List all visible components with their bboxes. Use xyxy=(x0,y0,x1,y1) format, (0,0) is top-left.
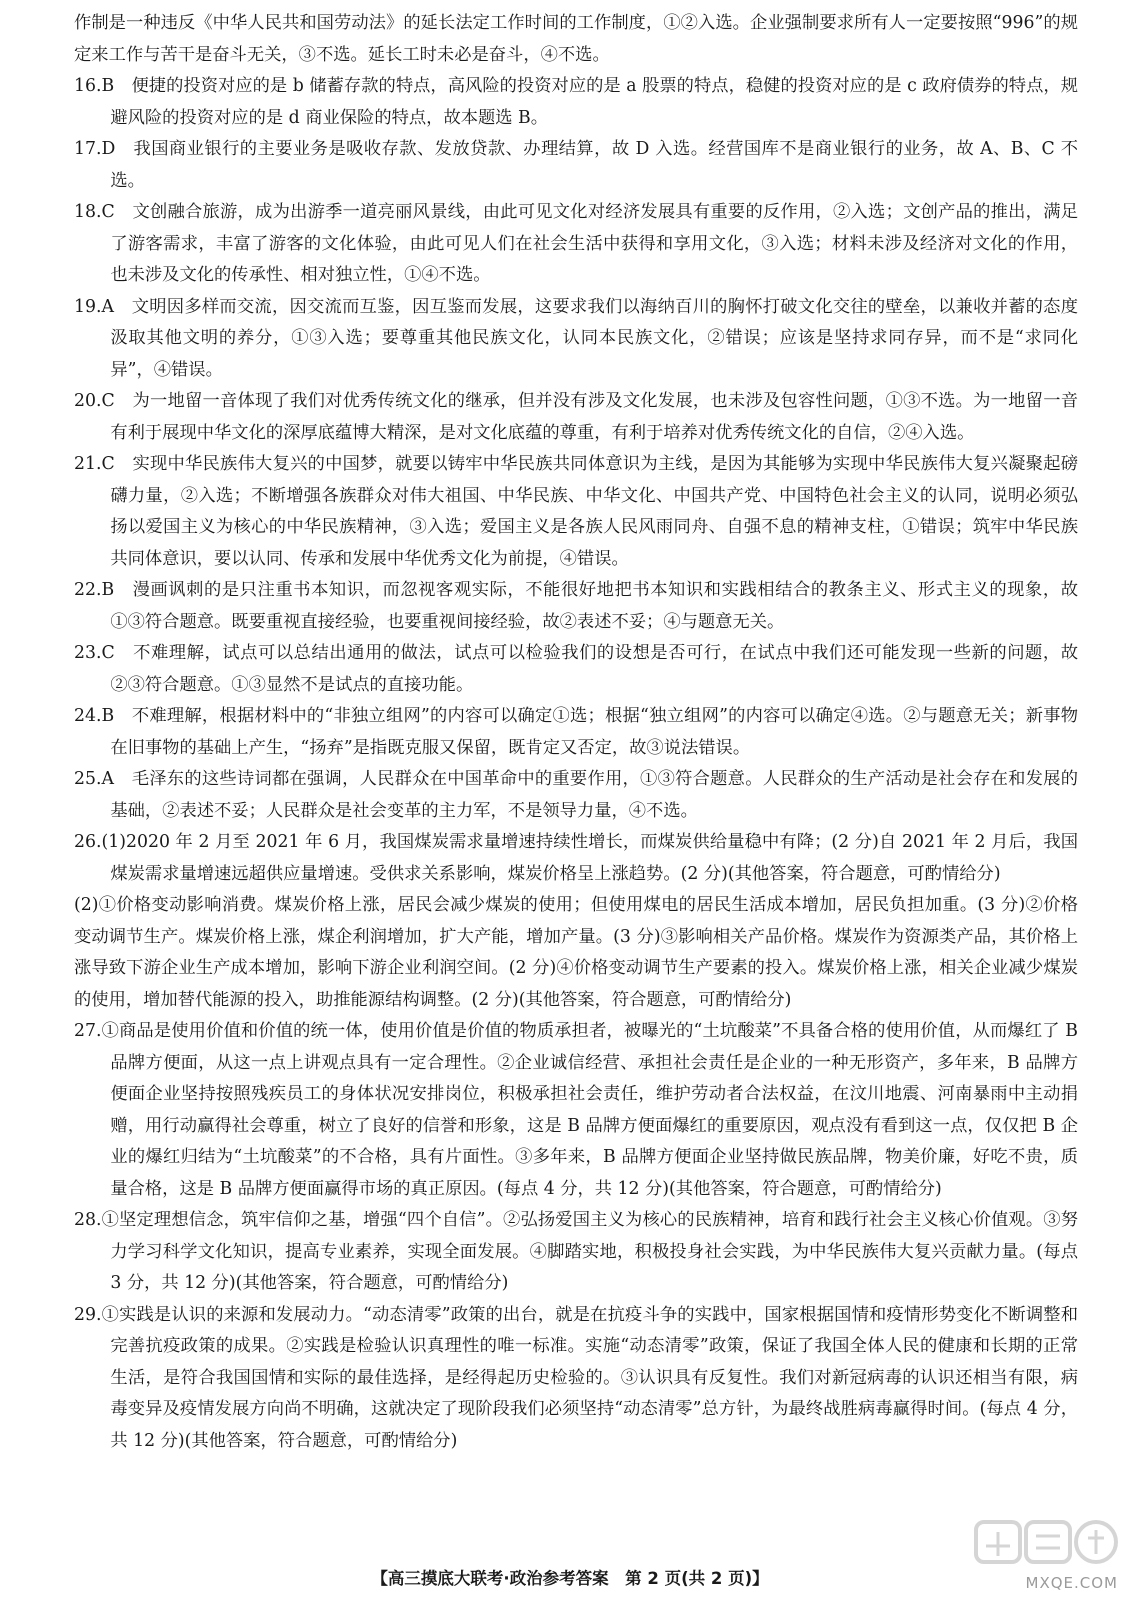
answer-paragraph: 26.(1)2020 年 2 月至 2021 年 6 月，我国煤炭需求量增速持续性增长，而煤炭供给量稳中有降；(2 分)自 2021 年 2 月后，我国煤炭需求量增速远超供应量增速。受供求关系影响，煤炭价格呈上涨趋势。(2 分)(其他答案，符合题意，可酌情给分) xyxy=(74,832,1078,884)
answer-paragraph: 22.B 漫画讽刺的是只注重书本知识，而忽视客观实际，不能很好地把书本知识和实践相结合的教条主义、形式主义的现象，故①③符合题意。既要重视直接经验，也要重视间接经验，故②表述不妥；④与题意无关。 xyxy=(74,580,1078,632)
answer-paragraph: 18.C 文创融合旅游，成为出游季一道亮丽风景线，由此可见文化对经济发展具有重要的反作用，②入选；文创产品的推出，满足了游客需求，丰富了游客的文化体验，由此可见人们在社会生活中获得和享用文化，③入选；材料未涉及经济对文化的作用，也未涉及文化的传承性、相对独立性，①④不选。 xyxy=(74,202,1078,285)
answer-paragraph: 27.①商品是使用价值和价值的统一体，使用价值是价值的物质承担者，被曝光的“土坑酸菜”不具备合格的使用价值，从而爆红了 B 品牌方便面，从这一点上讲观点具有一定合理性。②企业诚信经营、承担社会责任是企业的一种无形资产，多年来，B 品牌方便面企业坚持按照残疾员工的身体状况安排岗位，积极承担社会责任，维护劳动者合法权益，在汶川地震、河南暴雨中主动捐赠，用行动赢得社会尊重，树立了良好的信誉和形象，这是 B 品牌方便面爆红的重要原因，观点没有看到这一点，仅仅把 B 企业的爆红归结为“土坑酸菜”的不合格，具有片面性。③多年来，B 品牌方便面企业坚持做民族品牌，物美价廉，好吃不贵，质量合格，这是 B 品牌方便面赢得市场的真正原因。(每点 4 分，共 12 分)(其他答案，符合题意，可酌情给分) xyxy=(74,1021,1078,1199)
page-footer: 【高三摸底大联考·政治参考答案 第 2 页(共 2 页)】 xyxy=(371,1569,769,1588)
answer-paragraph: 24.B 不难理解，根据材料中的“非独立组网”的内容可以确定①选；根据“独立组网”的内容可以确定④选。②与题意无关；新事物在旧事物的基础上产生，“扬弃”是指既克服又保留，既肯定又否定，故③说法错误。 xyxy=(74,706,1078,758)
answer-paragraph: 16.B 便捷的投资对应的是 b 储蓄存款的特点，高风险的投资对应的是 a 股票的特点，稳健的投资对应的是 c 政府债券的特点，规避风险的投资对应的是 d 商业保险的特点，故本题选 B。 xyxy=(74,76,1078,128)
answer-paragraph: 28.①坚定理想信念，筑牢信仰之基，增强“四个自信”。②弘扬爱国主义为核心的民族精神，培育和践行社会主义核心价值观。③努力学习科学文化知识，提高专业素养，实现全面发展。④脚踏实地，积极投身社会实践，为中华民族伟大复兴贡献力量。(每点 3 分，共 12 分)(其他答案，符合题意，可酌情给分) xyxy=(74,1210,1078,1293)
answer-paragraph: 作制是一种违反《中华人民共和国劳动法》的延长法定工作时间的工作制度，①②入选。企业强制要求所有人一定要按照“996”的规定来工作与苦干是奋斗无关，③不选。延长工时未必是奋斗，④不选。 xyxy=(74,13,1078,65)
answer-paragraph: (2)①价格变动影响消费。煤炭价格上涨，居民会减少煤炭的使用；但使用煤电的居民生活成本增加，居民负担加重。(3 分)②价格变动调节生产。煤炭价格上涨，煤企利润增加，扩大产能，增加产量。(3 分)③影响相关产品价格。煤炭作为资源类产品，其价格上涨导致下游企业生产成本增加，影响下游企业利润空间。(2 分)④价格变动调节生产要素的投入。煤炭价格上涨，相关企业减少煤炭的使用，增加替代能源的投入，助推能源结构调整。(2 分)(其他答案，符合题意，可酌情给分) xyxy=(74,895,1078,1010)
answer-paragraph: 29.①实践是认识的来源和发展动力。“动态清零”政策的出台，就是在抗疫斗争的实践中，国家根据国情和疫情形势变化不断调整和完善抗疫政策的成果。②实践是检验认识真理性的唯一标准。实施“动态清零”政策，保证了我国全体人民的健康和长期的正常生活，是符合我国国情和实际的最佳选择，是经得起历史检验的。③认识具有反复性。我们对新冠病毒的认识还相当有限，病毒变异及疫情发展方向尚不明确，这就决定了现阶段我们必须坚持“动态清零”总方针，为最终战胜病毒赢得时间。(每点 4 分，共 12 分)(其他答案，符合题意，可酌情给分) xyxy=(74,1304,1078,1451)
answer-paragraph: 20.C 为一地留一音体现了我们对优秀传统文化的继承，但并没有涉及文化发展，也未涉及包容性问题，①③不选。为一地留一音有利于展现中华文化的深厚底蕴博大精深，是对文化底蕴的尊重，有利于培养对优秀传统文化的自信，②④入选。 xyxy=(74,391,1078,443)
answer-content xyxy=(74,8,1078,1457)
answer-paragraph: 25.A 毛泽东的这些诗词都在强调，人民群众在中国革命中的重要作用，①③符合题意。人民群众的生产活动是社会存在和发展的基础，②表述不妥；人民群众是社会变革的主力军，不是领导力量，④不选。 xyxy=(74,769,1078,821)
watermark-text: MXQE.COM xyxy=(1025,1574,1118,1592)
answer-paragraph: 23.C 不难理解，试点可以总结出通用的做法，试点可以检验我们的设想是否可行，在试点中我们还可能发现一些新的问题，故②③符合题意。①③显然不是试点的直接功能。 xyxy=(74,643,1078,695)
answer-paragraph: 19.A 文明因多样而交流，因交流而互鉴，因互鉴而发展，这要求我们以海纳百川的胸怀打破文化交往的壁垒，以兼收并蓄的态度汲取其他文明的养分，①③入选；要尊重其他民族文化，认同本民族文化，②错误；应该是坚持求同存异，而不是“求同化异”，④错误。 xyxy=(74,296,1078,380)
answer-paragraph: 21.C 实现中华民族伟大复兴的中国梦，就要以铸牢中华民族共同体意识为主线，是因为其能够为实现中华民族伟大复兴凝聚起磅礴力量，②入选；不断增强各族群众对伟大祖国、中华民族、中华文化、中国共产党、中国特色社会主义的认同，说明必须弘扬以爱国主义为核心的中华民族精神，③入选；爱国主义是各族人民风雨同舟、自强不息的精神支柱，①错误；筑牢中华民族共同体意识，要以认同、传承和发展中华优秀文化为前提，④错误。 xyxy=(74,454,1078,569)
answer-paragraph: 17.D 我国商业银行的主要业务是吸收存款、发放贷款、办理结算，故 D 入选。经营国库不是商业银行的业务，故 A、B、C 不选。 xyxy=(74,139,1078,191)
